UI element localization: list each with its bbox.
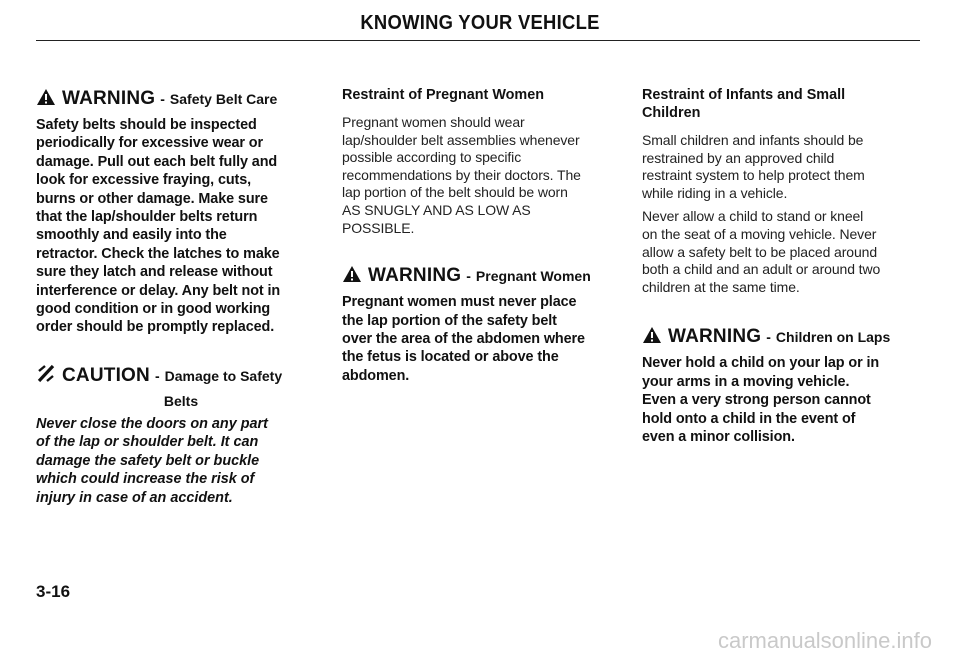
heading-line: Restraint of Infants and Small: [642, 87, 846, 103]
text-line: children at the same time.: [642, 278, 800, 295]
caution-body: [36, 415, 326, 507]
text-line: while riding in a vehicle.: [642, 184, 788, 201]
text-line: damage the safety belt or buckle: [36, 452, 260, 469]
caution-label: CAUTION: [62, 364, 150, 386]
text-line: restraint system to help protect them: [642, 167, 865, 184]
section-heading-pregnant-women: Restraint of Pregnant Women: [342, 87, 545, 103]
text-line: smoothly and easily into the: [36, 227, 227, 244]
paragraph-infants-1: [642, 132, 932, 202]
text-line: periodically for excessive wear or: [36, 135, 263, 152]
column-1: [36, 86, 326, 507]
text-line: even a minor collision.: [642, 428, 795, 445]
warning-triangle-icon: [642, 326, 662, 349]
page-header: KNOWING YOUR VEHICLE: [360, 12, 600, 34]
paragraph-pregnant-women: [342, 114, 620, 237]
page-number: 3-16: [36, 582, 71, 601]
text-line: Pregnant women should wear: [342, 114, 525, 130]
warning-triangle-icon: [36, 88, 56, 111]
warning-block-children-on-laps: [642, 324, 932, 446]
text-line: of the lap or shoulder belt. It can: [36, 434, 259, 451]
caution-subtitle-line2: Belts: [163, 392, 199, 409]
warning-header-pregnant-women: WARNING - Pregnant Women: [342, 263, 620, 287]
text-line: sure they latch and release without: [36, 264, 273, 281]
text-line: lap portion of the belt should be worn: [342, 184, 568, 201]
text-line: recommendations by their doctors. The: [342, 166, 581, 183]
text-line: good condition or in good working: [36, 301, 271, 318]
watermark: carmanualsonline.info: [717, 628, 932, 653]
text-line: over the area of the abdomen where: [342, 330, 585, 347]
text-line: hold onto a child in the event of: [642, 410, 856, 427]
text-line: injury in case of an accident.: [36, 489, 233, 506]
text-line: Never hold a child on your lap or in: [642, 355, 880, 372]
warning-label: WARNING: [62, 88, 156, 109]
text-line: restrained by an approved child: [642, 149, 835, 166]
text-line: AS SNUGLY AND AS LOW AS: [342, 201, 531, 218]
text-line: Never allow a child to stand or kneel: [642, 208, 864, 225]
warning-label: WARNING: [668, 326, 762, 348]
text-line: lap/shoulder belt assemblies whenever: [342, 131, 580, 148]
text-line: Safety belts should be inspected: [36, 117, 257, 133]
caution-slash-icon: [36, 363, 56, 388]
section-heading-infants: [642, 86, 932, 122]
paragraph-infants-2: [642, 208, 932, 296]
text-line: Even a very strong person cannot: [642, 392, 871, 409]
caution-block: [36, 361, 326, 507]
text-line: damage. Pull out each belt fully and: [36, 153, 278, 170]
column-2: [342, 86, 620, 385]
text-line: order should be promptly replaced.: [36, 319, 275, 336]
warning-body: [36, 116, 326, 337]
warning-block-pregnant-women: [342, 263, 620, 385]
header-rule: [36, 40, 920, 41]
warning-subtitle: Pregnant Women: [475, 268, 591, 285]
text-line: allow a safety belt to be placed around: [642, 243, 878, 260]
text-line: Never close the doors on any part: [36, 415, 268, 432]
text-line: the fetus is located or above the: [342, 349, 559, 366]
column-3: [642, 86, 932, 446]
text-line: both a child and an adult or around two: [642, 261, 881, 278]
warning-header-safety-belt-care: WARNING - Safety Belt Care: [36, 86, 326, 110]
text-line: look for excessive fraying, cuts,: [36, 172, 252, 189]
text-line: on the seat of a moving vehicle. Never: [642, 225, 877, 242]
text-line: Small children and infants should be: [642, 132, 864, 148]
text-line: the lap portion of the safety belt: [342, 312, 557, 329]
text-line: Pregnant women must never place: [342, 294, 577, 311]
warning-subtitle: Safety Belt Care: [169, 91, 278, 107]
text-line: POSSIBLE.: [342, 219, 415, 236]
caution-subtitle: Damage to Safety: [164, 367, 283, 384]
text-line: possible according to specific: [342, 149, 522, 166]
warning-triangle-icon: [342, 265, 362, 288]
warning-subtitle: Children on Laps: [775, 329, 891, 346]
caution-header: CAUTION - Damage to Safety: [36, 361, 326, 387]
text-line: retractor. Check the latches to make: [36, 245, 280, 262]
text-line: which could increase the risk of: [36, 471, 255, 488]
text-line: your arms in a moving vehicle.: [642, 373, 850, 390]
text-line: burns or other damage. Make sure: [36, 190, 268, 207]
text-line: interference or delay. Any belt not in: [36, 282, 281, 299]
text-line: abdomen.: [342, 367, 410, 384]
warning-header-children-on-laps: WARNING - Children on Laps: [642, 324, 932, 348]
heading-line: Children: [642, 105, 701, 121]
warning-label: WARNING: [368, 265, 462, 287]
text-line: that the lap/shoulder belts return: [36, 209, 258, 226]
